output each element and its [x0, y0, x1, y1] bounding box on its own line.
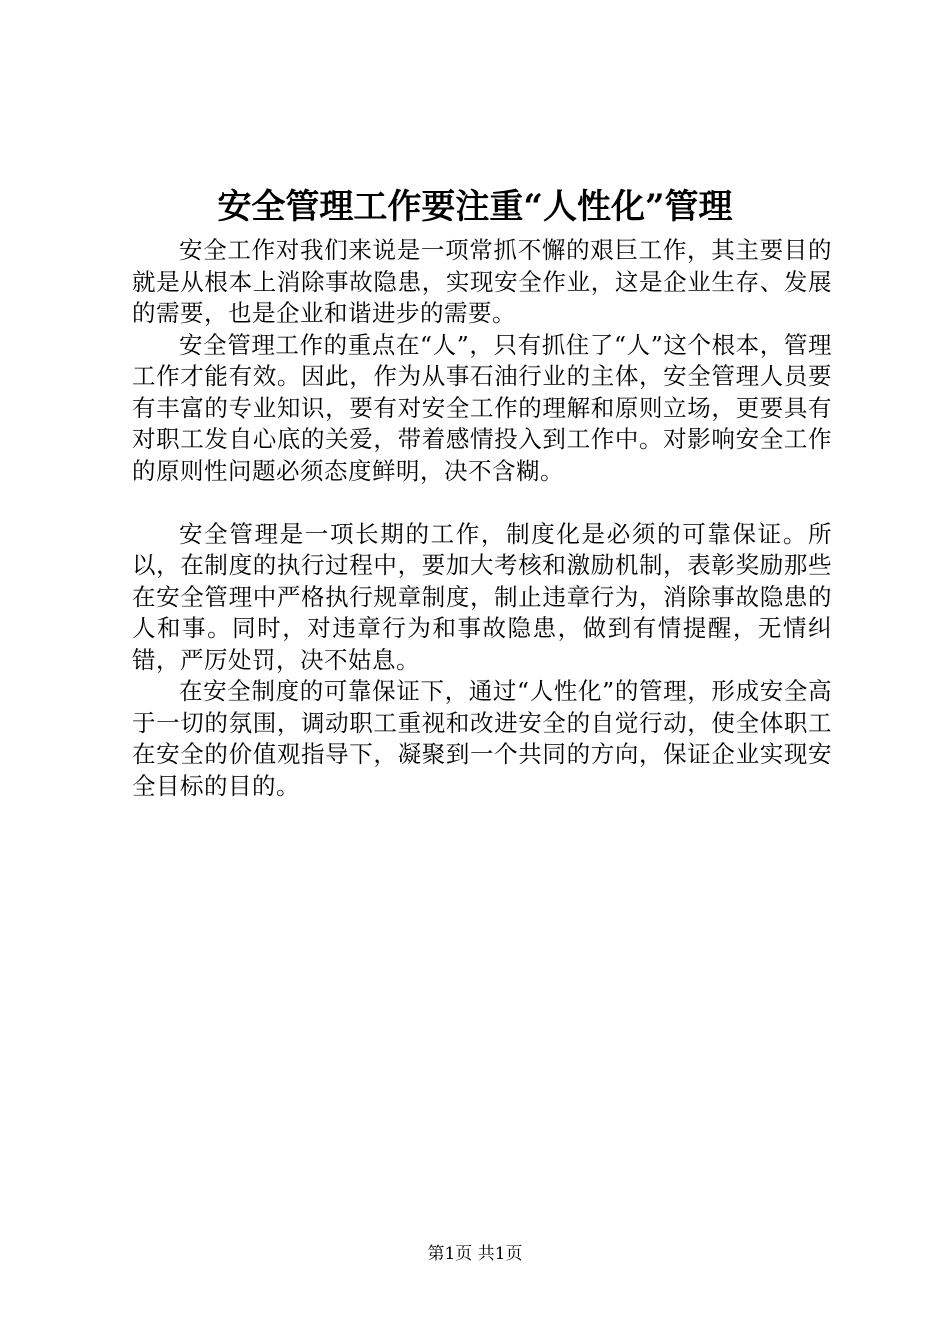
page-title: 安全管理工作要注重“人性化”管理 — [217, 187, 733, 227]
paragraph-2: 安全管理工作的重点在“人”，只有抓住了“人”这个根本，管理工作才能有效。因此，作为从事石油行业的主体，安全管理人员要有丰富的专业知识，要有对安全工作的理解和原则立场，更要具有对职工发自心底的关爱，带着感情投入到工作中。对影响安全工作的原则性问题必须态度鲜明，决不含糊。 — [132, 330, 832, 485]
page-footer: 第1页 共1页 — [427, 1244, 523, 1264]
paragraph-4: 在安全制度的可靠保证下，通过“人性化”的管理，形成安全高于一切的氛围，调动职工重视和改进安全的自觉行动，使全体职工在安全的价值观指导下，凝聚到一个共同的方向，保证企业实现安全目标的目的。 — [132, 677, 832, 800]
paragraph-3: 安全管理是一项长期的工作，制度化是必须的可靠保证。所以，在制度的执行过程中，要加大考核和激励机制，表彰奖励那些在安全管理中严格执行规章制度，制止违章行为，消除事故隐患的人和事。同时，对违章行为和事故隐患，做到有情提醒，无情纠错，严厉处罚，决不姑息。 — [132, 519, 832, 674]
document-body — [132, 235, 832, 802]
paragraph-1: 安全工作对我们来说是一项常抓不懈的艰巨工作，其主要目的就是从根本上消除事故隐患，实现安全作业，这是企业生存、发展的需要，也是企业和谐进步的需要。 — [132, 236, 832, 327]
